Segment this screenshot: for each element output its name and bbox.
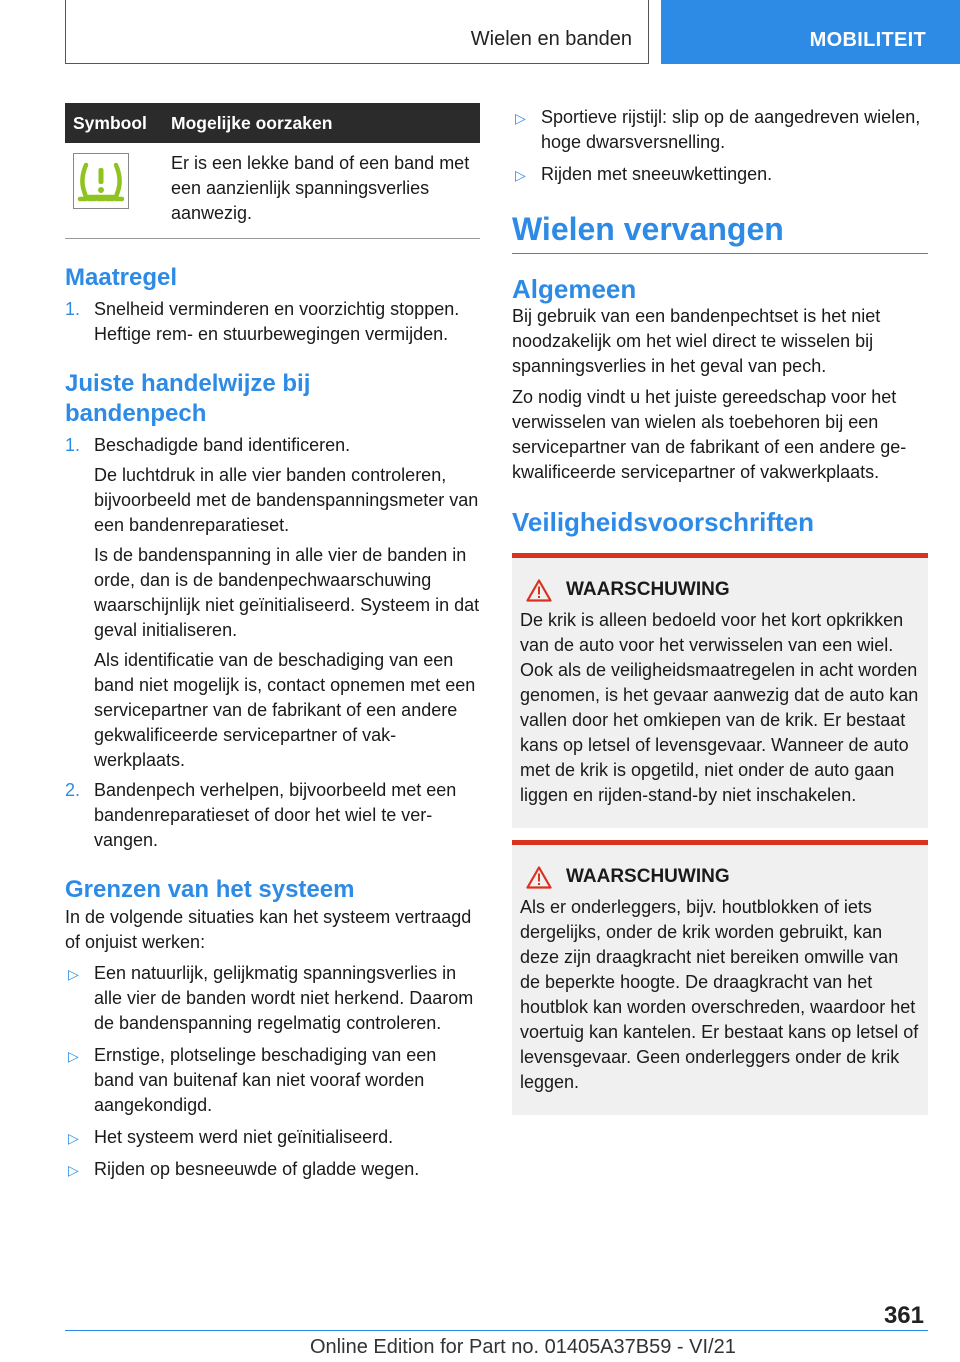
header-section-title: Wielen en banden — [470, 28, 632, 50]
paragraph: Is de bandenspanning in alle vier de banden in orde, dan is de bandenpechwaarschuwing waarschijnlijk niet geïnitialiseerd. Systeem in dat geval initialiseren. — [94, 545, 480, 640]
heading-algemeen: Algemeen — [512, 274, 637, 304]
list-item: 1. Snelheid verminderen en voorzichtig stoppen. Heftige rem- en stuurbewegingen vermijden. — [65, 299, 460, 344]
grenzen-list-continued — [512, 103, 928, 187]
list-item: ▷ Rijden met sneeuwkettingen. — [515, 164, 773, 184]
paragraph: Als identificatie van de beschadiging van een band niet mogelijk is, contact opnemen met een servicepartner van de fabrikant of een andere gekwalificeerde servicepartner of vakwerkplaats. — [94, 650, 476, 770]
warning-text: Als er onderleggers, bijv. houtblokken of iets dergelijks, onder de krik worden gebruikt, kan deze zijn draagkracht niet bereiken omwille van de beperkte hoogte. De draagkracht van het houtblok kan worden overschreden, waardoor het voertuig kan kantelen. Er bestaat kans op letsel of levensgevaar. Geen onderleggers onder de krik leggen. — [520, 897, 919, 1092]
heading-wielen-vervangen: Wielen vervangen — [512, 209, 928, 254]
tire-pressure-warning-icon — [73, 153, 129, 209]
juiste-steps-2 — [65, 778, 480, 853]
list-item: 2. Bandenpech verhelpen, bijvoorbeeld met een bandenreparatieset of door het wiel te vervangen. — [65, 780, 457, 850]
heading-veiligheid: Veiligheidsvoorschriften — [512, 507, 814, 537]
heading-juiste-handelwijze: Juiste handelwijze bij bandenpech — [65, 370, 311, 427]
footer-edition: Online Edition for Part no. 01405A37B59 - VI/21 — [310, 1336, 736, 1358]
grenzen-list — [65, 961, 480, 1182]
footer-divider — [863, 1330, 928, 1331]
list-item: ▷ Ernstige, plotselinge beschadiging van een band van buitenaf kan niet vooraf worden aangekondigd. — [68, 1045, 437, 1115]
warning-box — [512, 553, 928, 828]
paragraph: Bij gebruik van een bandenpechtset is het niet noodzakelijk om het wiel direct te wisselen bij spanningsverlies in het geval van pech. — [512, 306, 881, 376]
header-chapter-title: MOBILITEIT — [809, 29, 926, 51]
table-cell-cause: Er is een lekke band of een band met een aanzienlijk spanningsverlies aanwezig. — [163, 143, 480, 239]
juiste-steps — [65, 433, 480, 458]
heading-maatregel: Maatregel — [65, 264, 178, 291]
table-row — [65, 143, 480, 239]
list-item: ▷ Sportieve rijstijl: slip op de aangedreven wielen, hoge dwarsversnelling. — [515, 107, 921, 152]
maatregel-steps — [65, 297, 480, 347]
paragraph: De luchtdruk in alle vier banden controleren, bijvoorbeeld met de bandenspanningsmeter van een bandenreparatieset. — [94, 465, 479, 535]
paragraph: In de volgende situaties kan het systeem vertraagd of onjuist werken: — [65, 907, 472, 952]
warning-triangle-icon — [520, 579, 558, 602]
warning-label: WAARSCHUWING — [566, 579, 730, 600]
warning-box — [512, 840, 928, 1115]
symbol-table — [65, 103, 480, 239]
warning-label: WAARSCHUWING — [566, 866, 730, 887]
page-number: 361 — [883, 1302, 924, 1329]
warning-header — [520, 576, 920, 604]
heading-grenzen: Grenzen van het systeem — [65, 876, 355, 903]
warning-triangle-icon — [520, 866, 558, 889]
warning-text: De krik is alleen bedoeld voor het kort opkrikken van de auto voor het verwisselen van een wiel. Ook als de veiligheidsmaatregelen in acht worden genomen, is het gevaar aanwezig dat de auto kan vallen door het omkiepen van de krik. Er bestaat kans op letsel of levensgevaar. Wanneer de auto met de krik is opgetild, niet onder de auto gaan liggen en rijden-stand-by niet inschakelen. — [520, 610, 919, 805]
list-item: ▷ Het systeem werd niet geïnitialiseerd. — [68, 1127, 394, 1147]
footer-divider — [65, 1330, 863, 1331]
table-header-symbol: Symbool — [65, 103, 163, 143]
table-header-causes: Mogelijke oorzaken — [163, 103, 480, 143]
header-section-box — [65, 0, 649, 64]
left-column — [65, 103, 480, 1182]
list-item: 1. Beschadigde band identificeren. — [65, 435, 351, 455]
header-chapter-tab — [661, 0, 960, 64]
list-item: ▷ Een natuurlijk, gelijkmatig spanningsverlies in alle vier de banden wordt niet herkend. Daarom de bandenspanning regelmatig controleren. — [68, 963, 474, 1033]
paragraph: Zo nodig vindt u het juiste gereedschap voor het verwisselen van wielen als toebehoren bij een servicepartner van de fabrikant of een andere gekwalificeerde servicepartner of vakwerkplaats. — [512, 387, 907, 482]
right-column — [512, 103, 928, 1115]
list-item: ▷ Rijden op besneeuwde of gladde wegen. — [68, 1159, 420, 1179]
warning-header — [520, 863, 920, 891]
